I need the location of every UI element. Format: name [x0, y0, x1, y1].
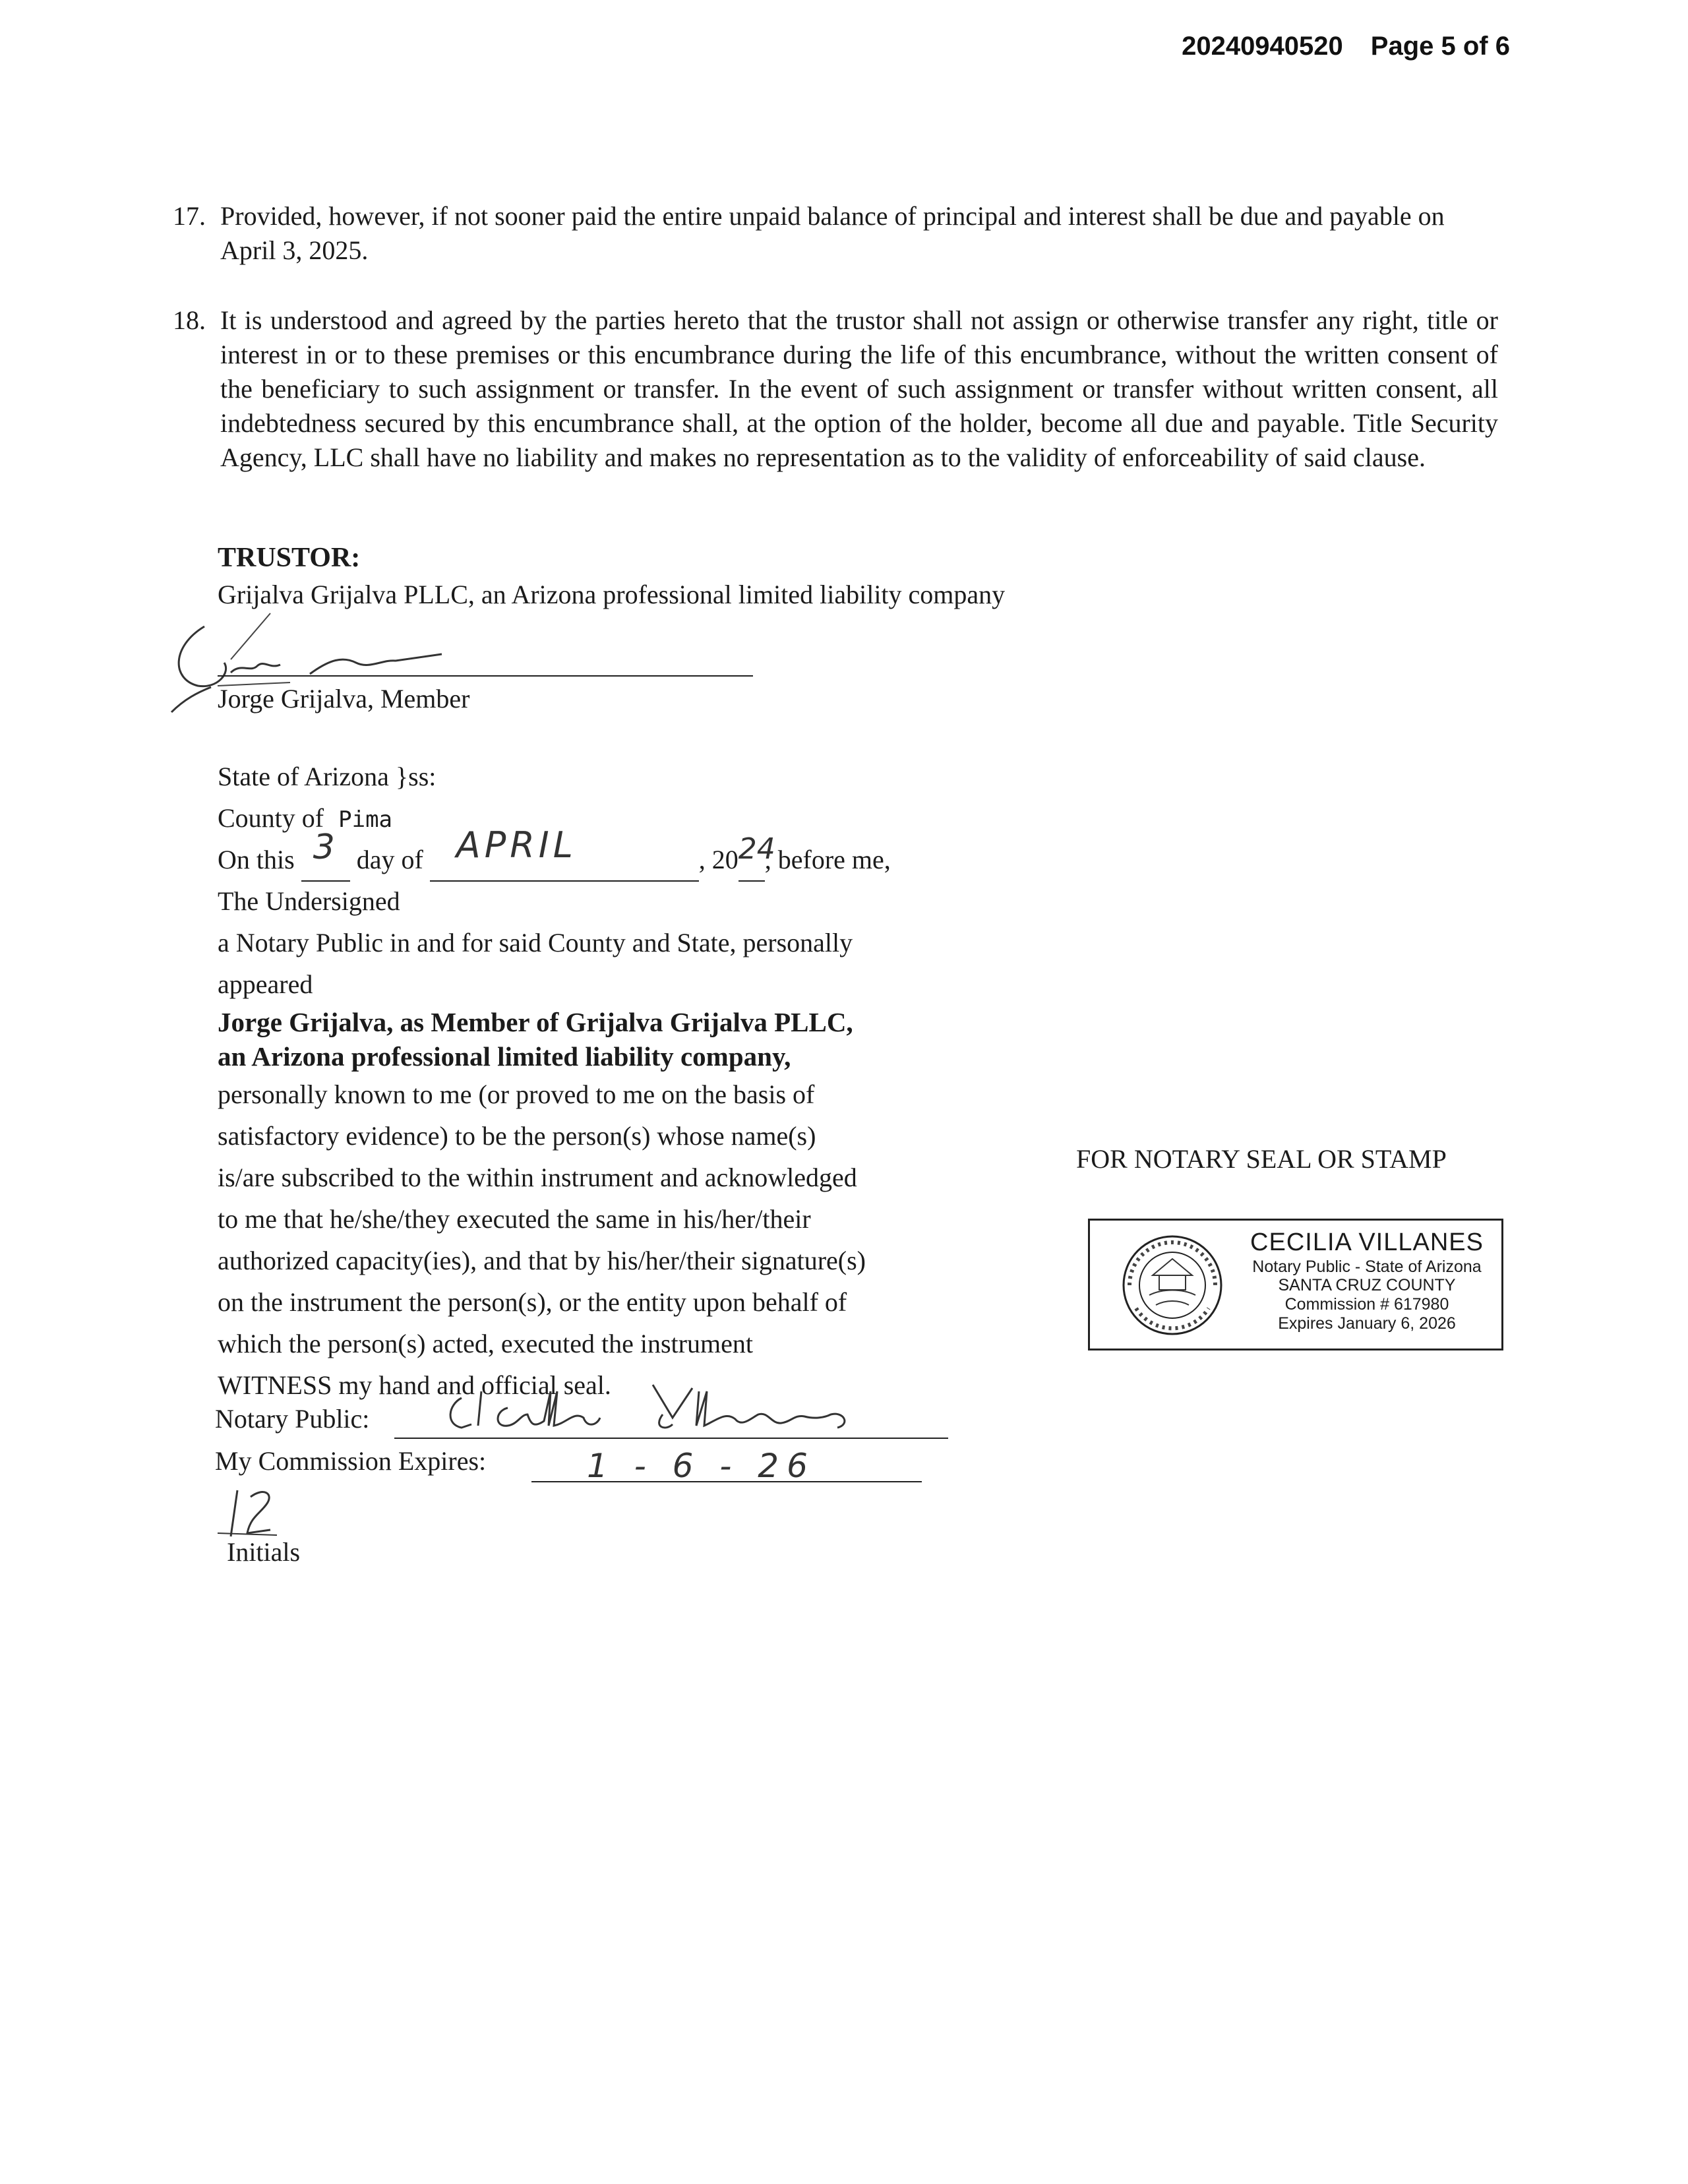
trustor-signer: Jorge Grijalva, Member — [218, 684, 470, 713]
day-field — [301, 828, 350, 882]
acknowledgment-line: on the instrument the person(s), or the entity upon behalf of — [218, 1287, 847, 1317]
notary-line-1: a Notary Public in and for said County and State, personally — [218, 928, 853, 957]
page-label: Page 5 of 6 — [1370, 32, 1510, 61]
seal-caption: FOR NOTARY SEAL OR STAMP — [1076, 1144, 1447, 1174]
acknowledgment-line: personally known to me (or proved to me on the basis of — [218, 1079, 815, 1109]
date-line — [218, 824, 891, 880]
paragraph-number: 17. — [173, 201, 206, 231]
notary-expiration: Expires January 6, 2026 — [1278, 1314, 1456, 1333]
year-prefix: , 20 — [698, 845, 738, 874]
year-value: 24 — [738, 832, 775, 866]
appearer-line-2: an Arizona professional limited liability company, — [218, 1041, 791, 1072]
commission-value: 1 - 6 - 26 — [587, 1447, 816, 1485]
month-field — [430, 824, 699, 882]
notary-name-line: The Undersigned — [218, 886, 400, 916]
month-value: APRIL — [456, 824, 577, 866]
notary-name: CECILIA VILLANES — [1250, 1228, 1484, 1256]
county-value: Pima — [338, 806, 393, 833]
appearer-line-1: Jorge Grijalva, as Member of Grijalva Grijalva PLLC, — [218, 1007, 853, 1037]
acknowledgment-line: is/are subscribed to the within instrument and acknowledged — [218, 1163, 857, 1192]
notary-commission: Commission # 617980 — [1284, 1295, 1449, 1314]
day-value: 3 — [313, 828, 335, 867]
before-me-label: , before me, — [764, 845, 891, 874]
witness-line: WITNESS my hand and official seal. — [218, 1370, 611, 1400]
notary-signature — [435, 1378, 897, 1444]
notary-acknowledgment — [218, 756, 891, 1406]
paragraph-17 — [173, 199, 1498, 268]
acknowledgment-line: authorized capacity(ies), and that by his/her/their signature(s) — [218, 1246, 866, 1275]
paragraph-18 — [173, 303, 1498, 475]
recording-header — [1182, 32, 1510, 61]
trustor-heading: TRUSTOR: — [218, 543, 361, 573]
county-label: County of — [218, 803, 324, 833]
stamp-text — [1235, 1228, 1499, 1333]
year-field — [738, 832, 775, 882]
notary-title: Notary Public - State of Arizona — [1252, 1257, 1482, 1276]
paragraph-text: It is understood and agreed by the parties hereto that the trustor shall not assign or otherwise transfer any right, title or interest in or to these premises or this encumbrance during the life of this encumbrance, without the written consent of the beneficiary to such assignment or transfer. In the event of such assignment or transfer without written consent, all indebtedness secured by this encumbrance shall, at the option of the holder, become all due and payable. Title Security Agency, LLC shall have no liability and makes no representation as to the validity of enforceability of said clause. — [220, 305, 1498, 472]
paragraph-text: Provided, however, if not sooner paid the entire unpaid balance of principal and interest shall be due and payable on April 3, 2025. — [220, 201, 1445, 265]
state-line: State of Arizona }ss: — [218, 762, 437, 791]
trustor-company: Grijalva Grijalva PLLC, an Arizona professional limited liability company — [218, 580, 1006, 609]
commission-label: My Commission Expires: — [215, 1446, 487, 1476]
paragraph-number: 18. — [173, 305, 206, 335]
arizona-state-seal-icon — [1116, 1232, 1228, 1338]
initials-label: Initials — [227, 1537, 301, 1567]
acknowledgment-line: to me that he/she/they executed the same in his/her/their — [218, 1204, 811, 1234]
notary-county: SANTA CRUZ COUNTY — [1278, 1276, 1456, 1295]
notary-line-2: appeared — [218, 969, 313, 999]
trustor-signature-line — [218, 675, 753, 677]
on-this-label: On this — [218, 845, 295, 874]
day-of-label: day of — [356, 845, 423, 874]
acknowledgment-line: which the person(s) acted, executed the instrument — [218, 1329, 753, 1358]
notary-stamp — [1088, 1219, 1503, 1350]
document-number: 20240940520 — [1182, 32, 1343, 61]
notary-public-label: Notary Public: — [215, 1404, 370, 1434]
initials-mark — [211, 1484, 297, 1543]
acknowledgment-line: satisfactory evidence) to be the person(s) whose name(s) — [218, 1121, 816, 1151]
